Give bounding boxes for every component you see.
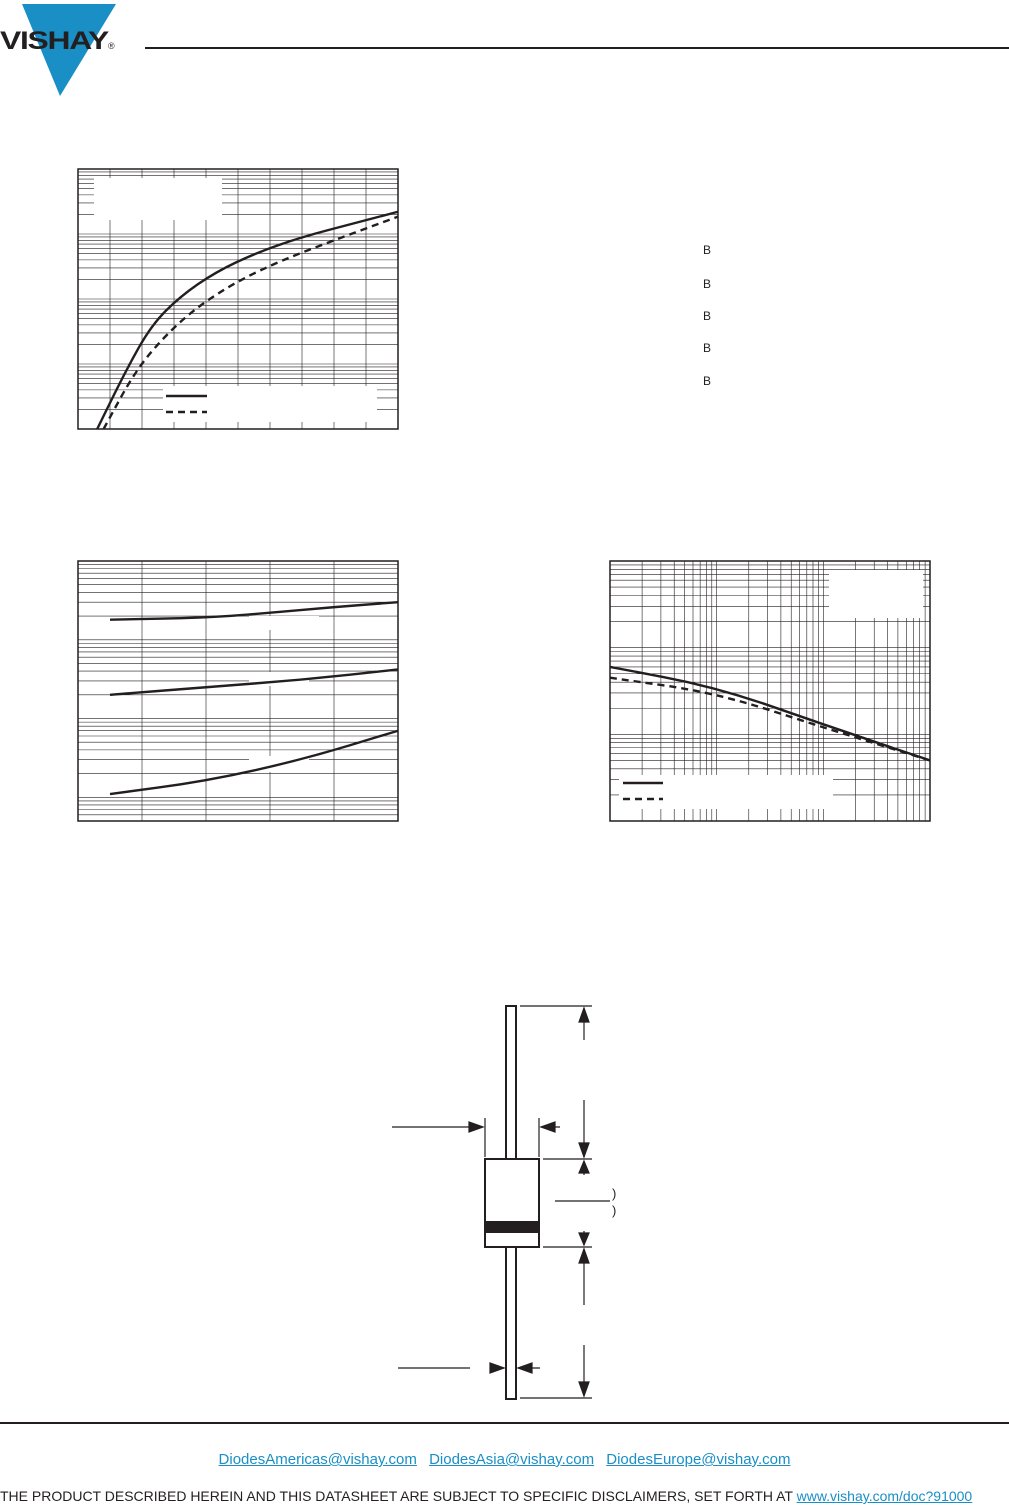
side-marker: B [703,374,712,388]
chart-1 [77,168,400,432]
chart-grid [78,561,398,821]
chart-label-box [619,775,833,809]
disclaimer [0,1488,1009,1504]
email-link-europe[interactable]: DiodesEurope@vishay.com [606,1451,791,1468]
svg-text:VISHAY: VISHAY [0,27,110,55]
chart-3 [609,560,932,824]
chart-label-box [249,616,319,630]
dimension-paren: ) [612,1203,617,1218]
side-marker: B [703,341,712,355]
disclaimer-link[interactable]: www.vishay.com/doc?91000 [796,1488,973,1504]
footer-rule [0,1422,1009,1424]
chart-label-box [829,570,923,618]
contact-links [0,1451,1009,1468]
chart-label-box [94,178,222,220]
dimension-paren: ) [612,1186,617,1201]
chart-label-box [163,386,377,422]
vishay-logo [0,0,118,98]
svg-text:®: ® [108,41,115,51]
side-marker: B [703,309,712,323]
chart-frame [78,561,398,821]
side-marker: B [703,277,712,291]
email-link-americas[interactable]: DiodesAmericas@vishay.com [218,1451,417,1468]
chart-2 [77,560,400,824]
side-marker: B [703,243,712,257]
email-link-asia[interactable]: DiodesAsia@vishay.com [429,1451,595,1468]
disclaimer-text: THE PRODUCT DESCRIBED HEREIN AND THIS DATASHEET ARE SUBJECT TO SPECIFIC DISCLAIMERS, SET FORTH AT [0,1488,797,1504]
package-outline-drawing [380,1000,640,1405]
header-rule [145,47,1009,49]
